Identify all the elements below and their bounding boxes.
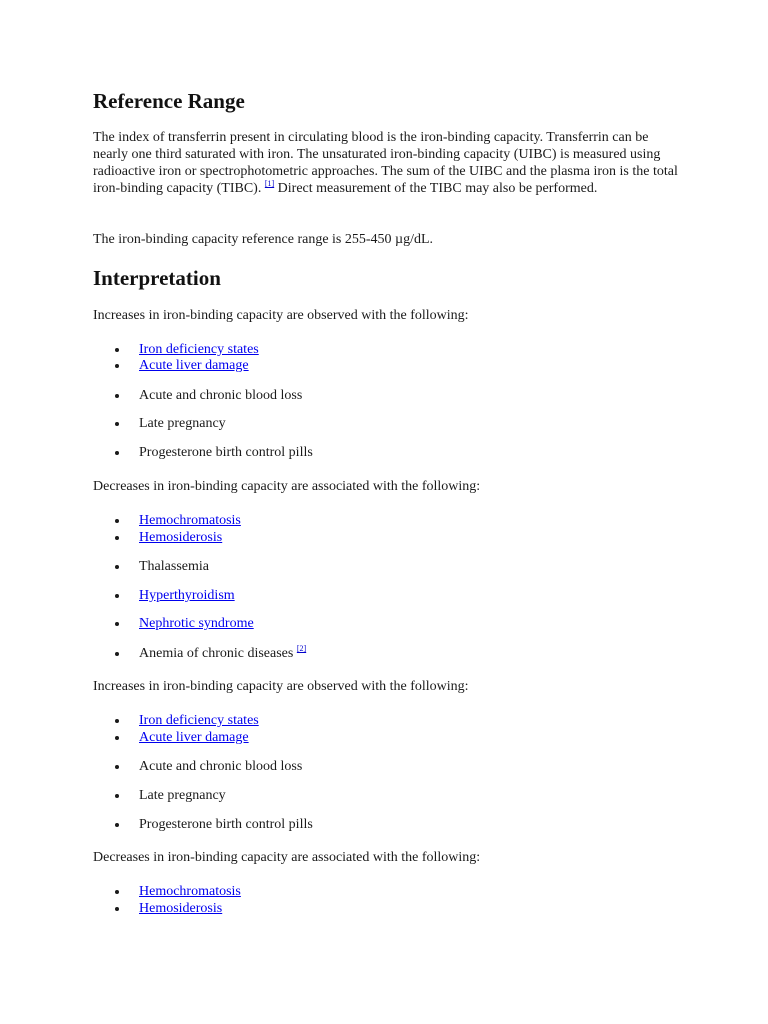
bullet-icon [115,652,119,656]
reference-range-heading: Reference Range [93,89,245,113]
decreases-intro-1: Decreases in iron-binding capacity are associated with the following: [93,479,481,494]
hemosiderosis-link[interactable]: Hemosiderosis [139,530,223,545]
hemochromatosis-link[interactable]: Hemochromatosis [139,513,241,528]
hyperthyroidism-link[interactable]: Hyperthyroidism [139,588,235,603]
bullet-icon [115,890,119,894]
bullet-icon [115,348,119,352]
interpretation-heading: Interpretation [93,266,221,290]
bullet-icon [115,719,119,723]
list-item-text: Progesterone birth control pills [139,817,313,832]
bullet-icon [115,519,119,523]
nephrotic-syndrome-link[interactable]: Nephrotic syndrome [139,616,254,631]
list-item-text-with-citation [139,645,306,662]
citation-1[interactable] [265,179,274,188]
reference-paragraph-text-b: Direct measurement of the TIBC may also be performed. [274,181,598,196]
reference-paragraph-text-a: The index of transferrin present in circulating blood is the iron-binding capacity. Transferrin can be nearly one third saturated with iron. The unsaturated iron-binding capacity (UIBC) is measured using radioactive iron or spectrophotometric approaches. The sum of the UIBC and the plasma iron is the total iron-binding capacity (TIBC). [93,130,678,196]
acute-liver-damage-link[interactable]: Acute liver damage [139,730,249,745]
list-item-text: Acute and chronic blood loss [139,759,303,774]
citation-2[interactable] [297,644,306,653]
iron-deficiency-link[interactable]: Iron deficiency states [139,342,259,357]
list-item-text: Acute and chronic blood loss [139,388,303,403]
hemosiderosis-link[interactable]: Hemosiderosis [139,901,223,916]
bullet-icon [115,422,119,426]
bullet-icon [115,907,119,911]
bullet-icon [115,536,119,540]
iron-deficiency-link[interactable]: Iron deficiency states [139,713,259,728]
bullet-icon [115,794,119,798]
reference-range-paragraph: The iron-binding capacity reference range is 255-450 µg/dL. [93,232,434,247]
bullet-icon [115,394,119,398]
decreases-intro-2: Decreases in iron-binding capacity are associated with the following: [93,850,481,865]
bullet-icon [115,364,119,368]
increases-intro-1: Increases in iron-binding capacity are observed with the following: [93,308,469,323]
acute-liver-damage-link[interactable]: Acute liver damage [139,358,249,373]
list-item-text: Progesterone birth control pills [139,445,313,460]
bullet-icon [115,823,119,827]
bullet-icon [115,736,119,740]
bullet-icon [115,765,119,769]
bullet-icon [115,565,119,569]
citation-2-link[interactable]: [2] [296,644,307,653]
list-item-text: Thalassemia [139,559,209,574]
list-item-text: Anemia of chronic diseases [139,646,297,661]
list-item-text: Late pregnancy [139,416,226,431]
reference-paragraph [93,129,678,197]
list-item-text: Late pregnancy [139,788,226,803]
bullet-icon [115,451,119,455]
citation-1-link[interactable]: [1] [264,179,275,188]
hemochromatosis-link[interactable]: Hemochromatosis [139,884,241,899]
increases-intro-2: Increases in iron-binding capacity are observed with the following: [93,679,469,694]
bullet-icon [115,622,119,626]
bullet-icon [115,594,119,598]
